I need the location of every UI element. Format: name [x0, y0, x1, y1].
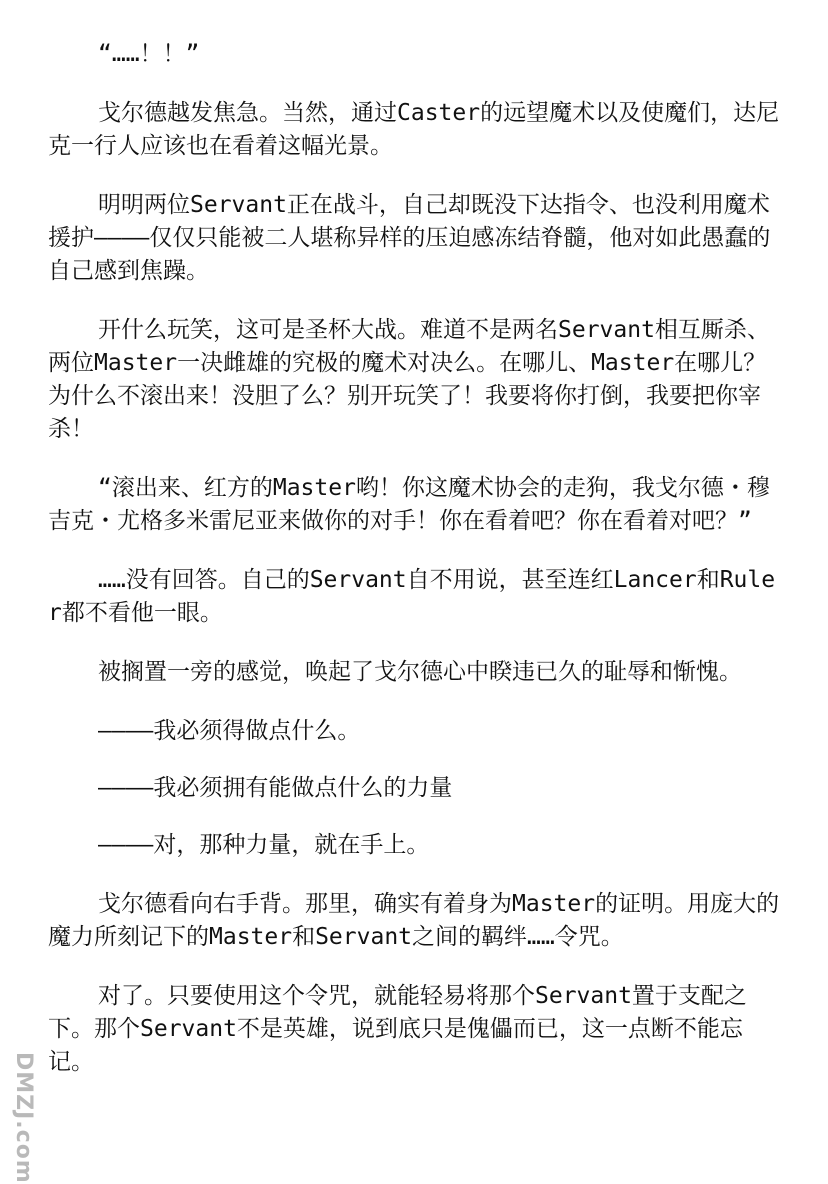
paragraph-5: “滚出来、红方的Master哟！你这魔术协会的走狗，我戈尔德・穆吉克・尤格多米雷尼亚来做你的对手！你在看着吧？你在看着对吧？”	[48, 475, 770, 534]
paragraph-2: 戈尔德越发焦急。当然，通过Caster的远望魔术以及使魔们，达尼克一行人应该也在看着这幅光景。	[48, 100, 780, 159]
paragraph-10: ————对，那种力量，就在手上。	[98, 832, 430, 858]
paragraph-7: 被搁置一旁的感觉，唤起了戈尔德心中睽违已久的耻辱和惭愧。	[98, 659, 742, 685]
paragraph-1: “……！！”	[98, 41, 200, 67]
paragraph-11: 戈尔德看向右手背。那里，确实有着身为Master的证明。用庞大的魔力所刻记下的Master和Servant之间的羁绊……令咒。	[48, 891, 780, 950]
watermark-text: DMZJ.com	[11, 1052, 36, 1184]
paragraph-6: ……没有回答。自己的Servant自不用说，甚至连红Lancer和Ruler都不看他一眼。	[48, 567, 776, 626]
document-page	[48, 38, 782, 1105]
paragraph-8: ————我必须得做点什么。	[98, 718, 361, 744]
paragraph-9: ————我必须拥有能做点什么的力量	[98, 775, 453, 801]
site-watermark	[6, 1052, 40, 1184]
paragraph-12: 对了。只要使用这个令咒，就能轻易将那个Servant置于支配之下。那个Servant不是英雄，说到底只是傀儡而已，这一点断不能忘记。	[48, 983, 747, 1075]
paragraph-4: 开什么玩笑，这可是圣杯大战。难道不是两名Servant相互厮杀、两位Master一决雌雄的究极的魔术对决么。在哪儿、Master在哪儿？为什么不滚出来！没胆了么？别开玩笑了！我要将你打倒，我要把你宰杀！	[48, 317, 770, 442]
paragraph-3: 明明两位Servant正在战斗，自己却既没下达指令、也没利用魔术援护————仅仅只能被二人堪称异样的压迫感冻结脊髓，他对如此愚蠢的自己感到焦躁。	[48, 192, 771, 284]
